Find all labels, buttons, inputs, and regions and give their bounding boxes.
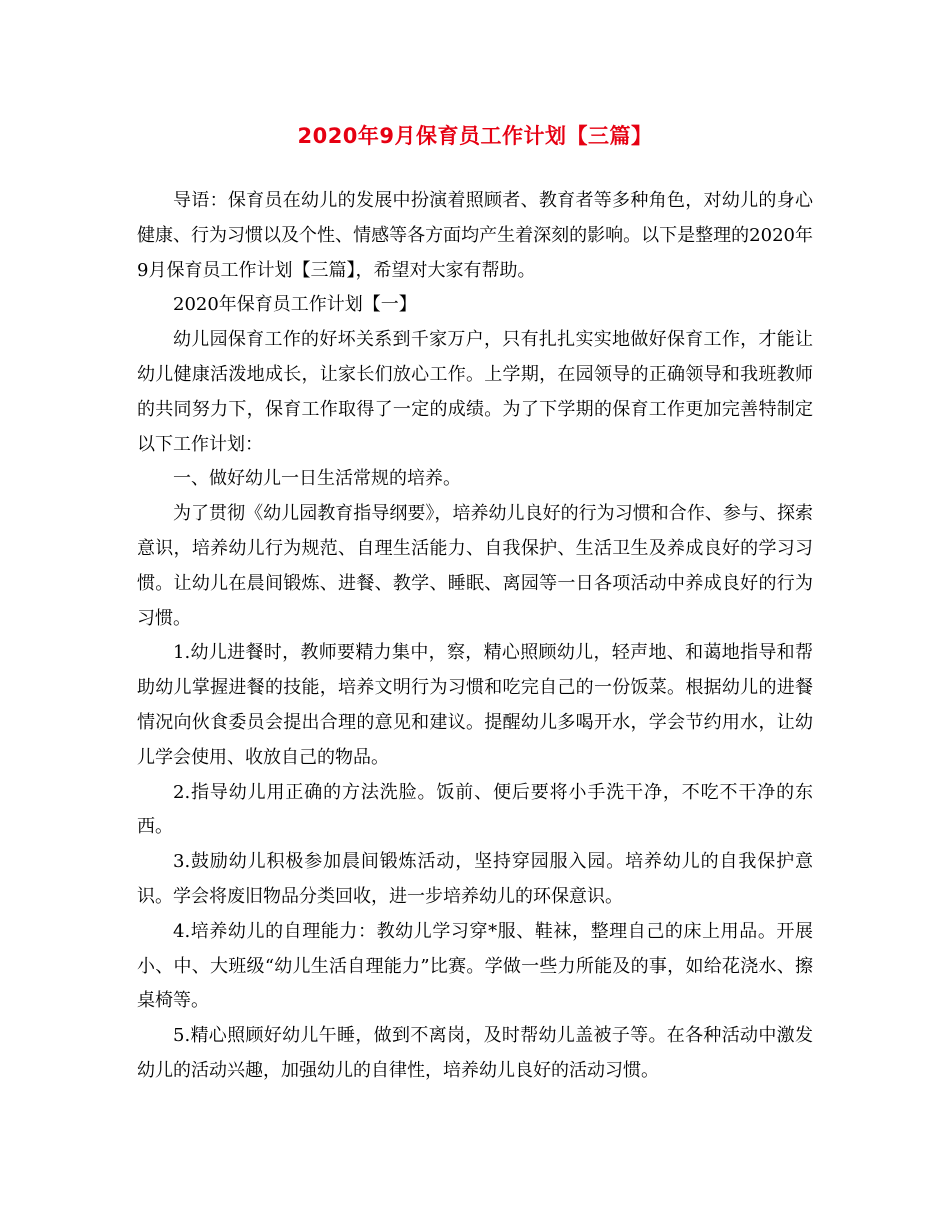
paragraph-item-3: 3.鼓励幼儿积极参加晨间锻炼活动，坚持穿园服入园。培养幼儿的自我保护意识。学会将废旧物品分类回收，进一步培养幼儿的环保意识。	[137, 851, 813, 907]
paragraph-item-1: 1.幼儿进餐时，教师要精力集中，察，精心照顾幼儿，轻声地、和蔼地指导和帮助幼儿掌握进餐的技能，培养文明行为习惯和吃完自己的一份饭菜。根据幼儿的进餐情况向伙食委员会提出合理的意见和建议。提醒幼儿多喝开水，学会节约用水，让幼儿学会使用、收放自己的物品。	[137, 642, 813, 768]
document-body	[137, 184, 813, 1089]
paragraph: 为了贯彻《幼儿园教育指导纲要》，培养幼儿良好的行为习惯和合作、参与、探索意识，培养幼儿行为规范、自理生活能力、自我保护、生活卫生及养成良好的学习习惯。让幼儿在晨间锻炼、进餐、教学、睡眠、离园等一日各项活动中养成良好的行为习惯。	[137, 503, 813, 629]
paragraph: 幼儿园保育工作的好坏关系到千家万户，只有扎扎实实地做好保育工作，才能让幼儿健康活泼地成长，让家长们放心工作。上学期，在园领导的正确领导和我班教师的共同努力下，保育工作取得了一定的成绩。为了下学期的保育工作更加完善特制定以下工作计划：	[137, 329, 813, 455]
paragraph-heading-part-one: 2020年保育员工作计划【一】	[173, 294, 417, 316]
paragraph-section-heading: 一、做好幼儿一日生活常规的培养。	[173, 468, 461, 490]
paragraph-item-2: 2.指导幼儿用正确的方法洗脸。饭前、便后要将小手洗干净，不吃不干净的东西。	[137, 781, 813, 838]
paragraph-item-4: 4.培养幼儿的自理能力：教幼儿学习穿*服、鞋袜，整理自己的床上用品。开展小、中、大班级“幼儿生活自理能力”比赛。学做一些力所能及的事，如给花浇水、擦桌椅等。	[137, 920, 813, 1012]
paragraph-intro: 导语：保育员在幼儿的发展中扮演着照顾者、教育者等多种角色，对幼儿的身心健康、行为习惯以及个性、情感等各方面均产生着深刻的影响。以下是整理的2020年9月保育员工作计划【三篇】，希望对大家有帮助。	[137, 190, 813, 281]
paragraph-item-5: 5.精心照顾好幼儿午睡，做到不离岗，及时帮幼儿盖被子等。在各种活动中激发幼儿的活动兴趣，加强幼儿的自律性，培养幼儿良好的活动习惯。	[137, 1025, 813, 1081]
document-title: 2020年9月保育员工作计划【三篇】	[297, 124, 653, 148]
